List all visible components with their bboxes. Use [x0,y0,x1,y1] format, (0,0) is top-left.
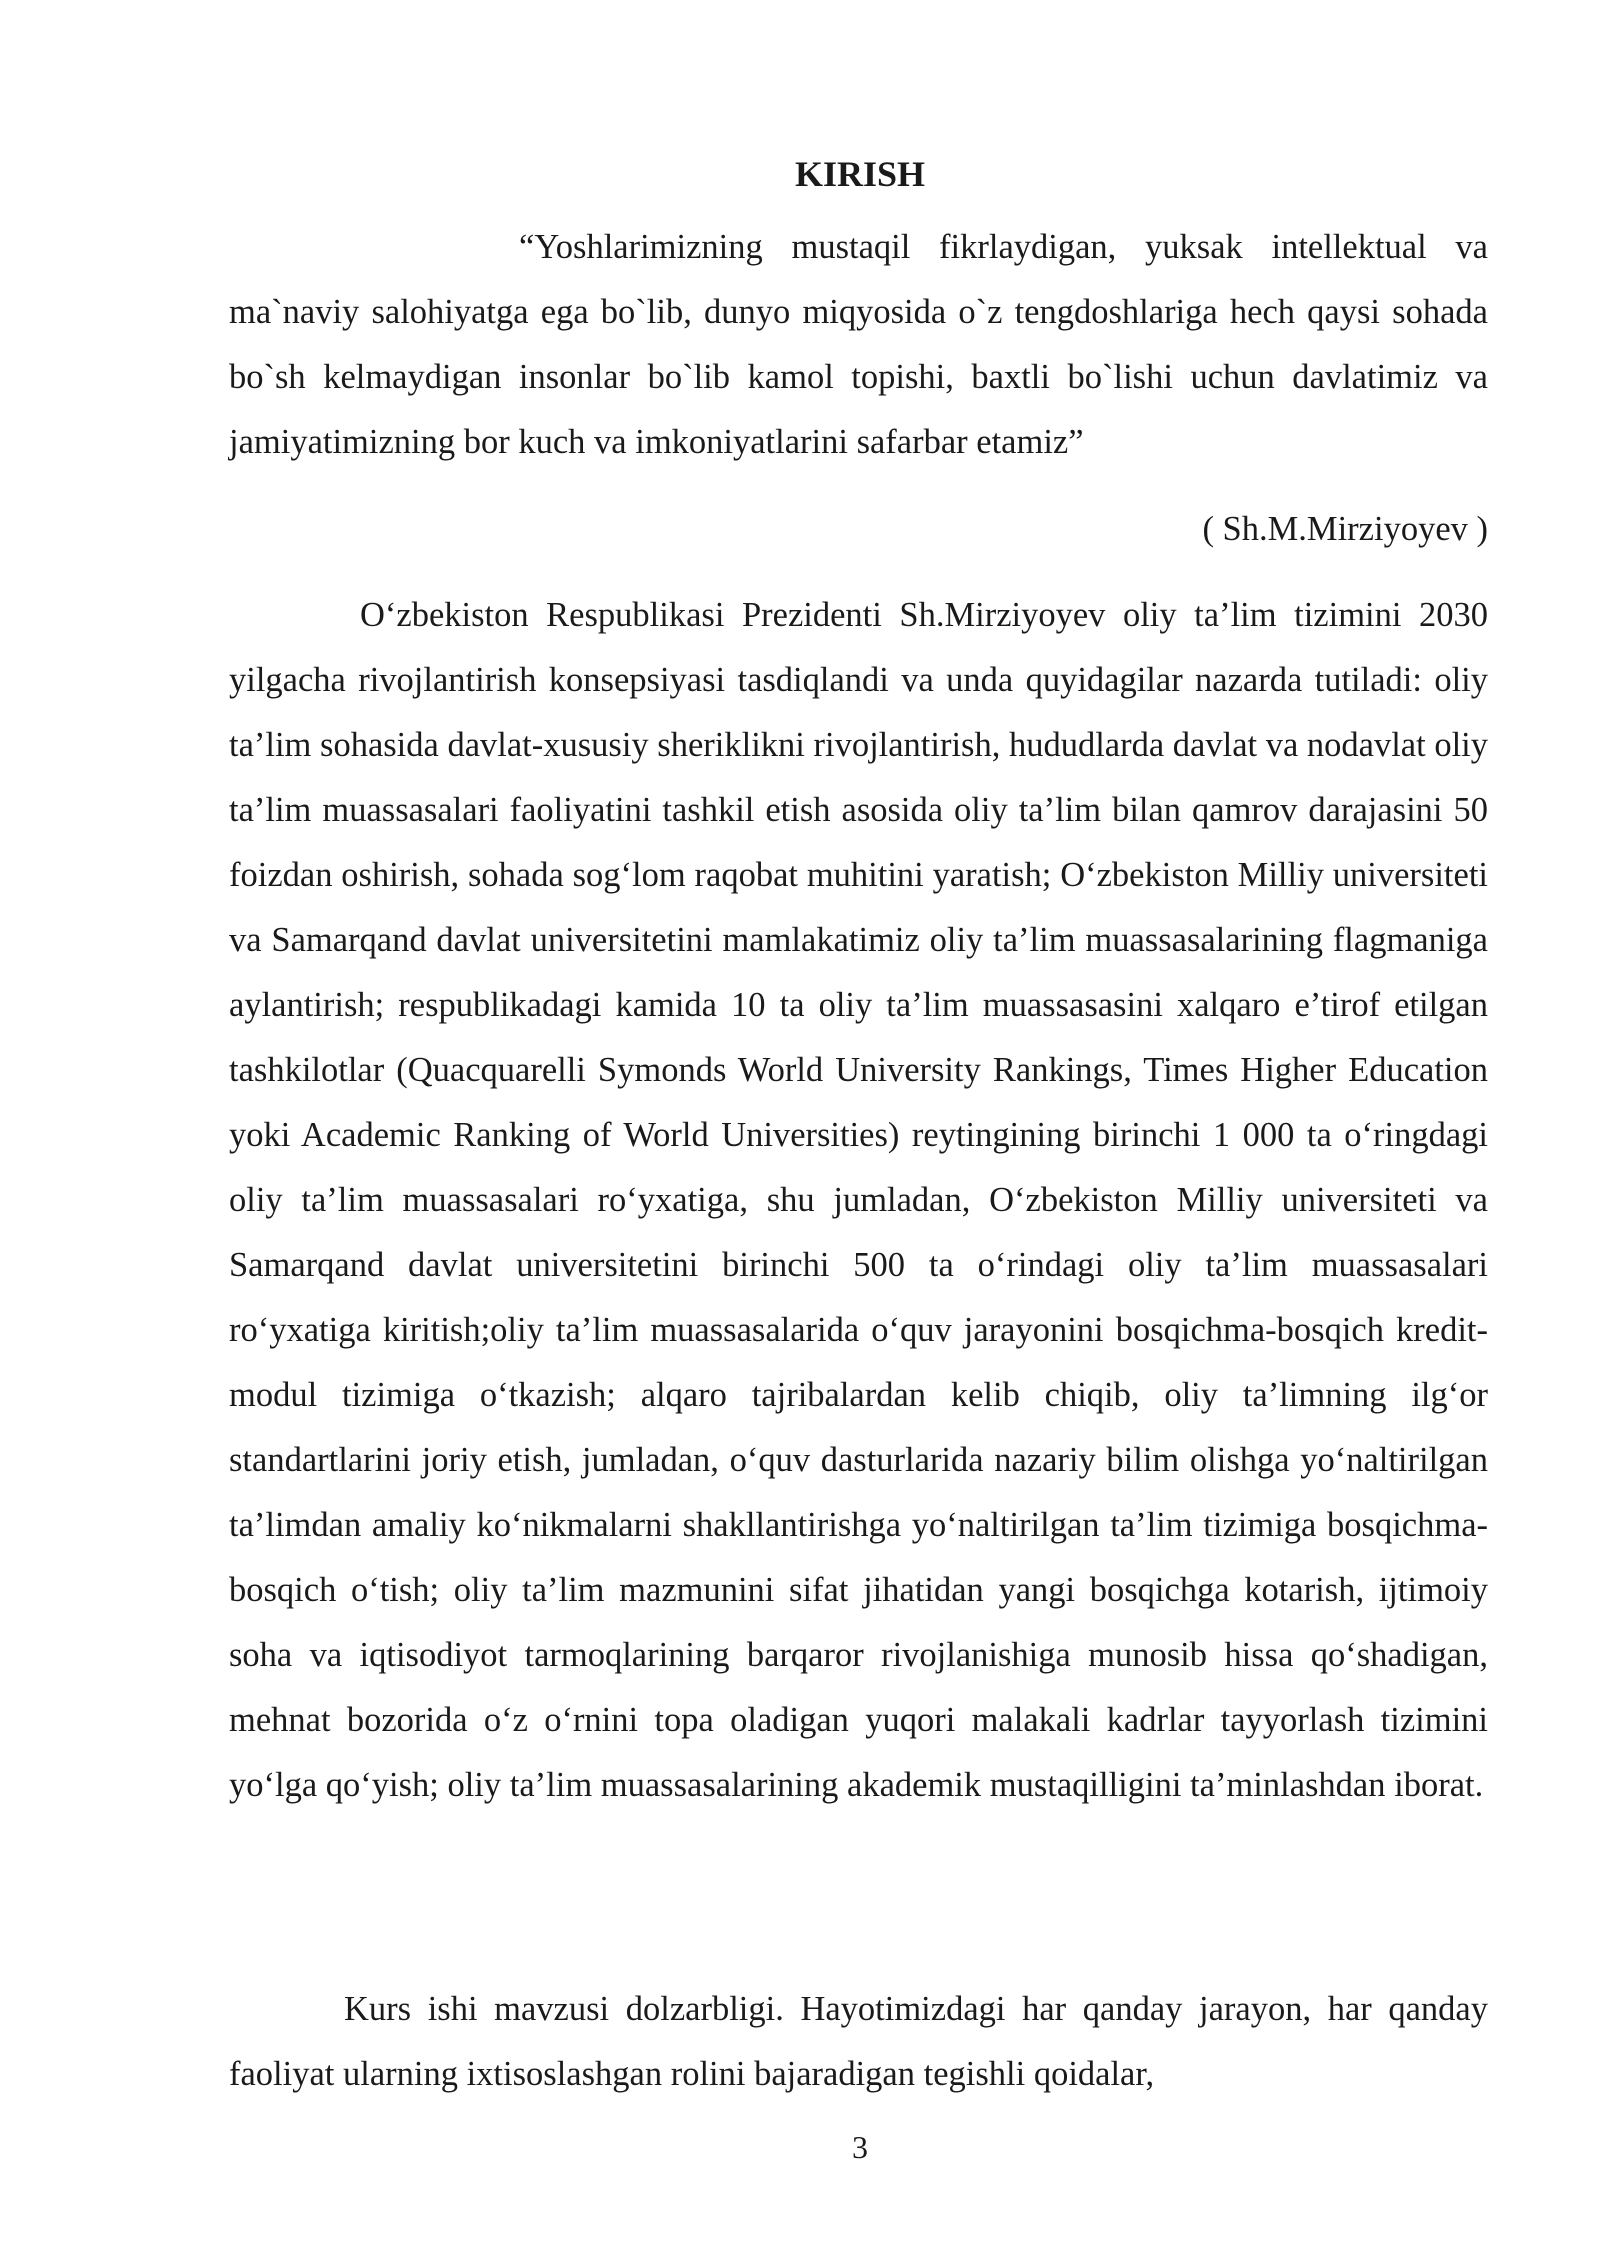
page-title: KIRISH [794,154,926,194]
epigraph-quote: “Yoshlarimizning mustaqil fikrlaydigan, yuksak intellektual va ma`naviy salohiyatga ega bo`lib, dunyo miqyosida o`z tengdoshlariga hech qaysi sohada bo`sh kelmaydigan insonlar bo`lib kamol topishi, baxtli bo`lishi uchun davlatimiz va jamiyatimizning bor kuch va imkoniyatlarini safarbar etamiz” [229,228,1488,461]
body-paragraph: O‘zbekiston Respublikasi Prezidenti Sh.Mirziyoyev oliy ta’lim tizimini 2030 yilgacha rivojlantirish konsepsiyasi tasdiqlandi va unda quyidagilar nazarda tutiladi: oliy ta’lim sohasida davlat-xususiy sheriklikni rivojlantirish, hududlarda davlat va nodavlat oliy ta’lim muassasalari faoliyatini tashkil etish asosida oliy ta’lim bilan qamrov darajasini 50 foizdan oshirish, sohada sog‘lom raqobat muhitini yaratish; O‘zbekiston Milliy universiteti va Samarqand davlat universitetini mamlakatimiz oliy ta’lim muassasalarining flagmaniga aylantirish; respublikadagi kamida 10 ta oliy ta’lim muassasasini xalqaro e’tirof etilgan tashkilotlar (Quacquarelli Symonds World University Rankings, Times Higher Education yoki Academic Ranking of World Universities) reytingining birinchi 1 000 ta o‘ringdagi oliy ta’lim muassasalari ro‘yxatiga, shu jumladan, O‘zbekiston Milliy universiteti va Samarqand davlat universitetini birinchi 500 ta o‘rindagi oliy ta’lim muassasalari ro‘yxatiga kiritish;oliy ta’lim muassasalarida o‘quv jarayonini bosqichma-bosqich kredit-modul tizimiga o‘tkazish; alqaro tajribalardan kelib chiqib, oliy ta’limning ilg‘or standartlarini joriy etish, jumladan, o‘quv dasturlarida nazariy bilim olishga yo‘naltirilgan ta’limdan amaliy ko‘nikmalarni shakllantirishga yo‘naltirilgan ta’lim tizimiga bosqichma-bosqich o‘tish; oliy ta’lim mazmunini sifat jihatidan yangi bosqichga kotarish, ijtimoiy soha va iqtisodiyot tarmoqlarining barqaror rivojlanishiga munosib hissa qo‘shadigan, mehnat bozorida o‘z o‘rnini topa oladigan yuqori malakali kadrlar tayyorlash tizimini yo‘lga qo‘yish; oliy ta’lim muassasalarining akademik mustaqilligini ta’minlashdan iborat. [229,596,1488,1804]
epigraph-author: ( Sh.M.Mirziyoyev ) [1202,510,1488,548]
page-number: 3 [852,2129,868,2165]
body-paragraph: Kurs ishi mavzusi dolzarbligi. Hayotimizdagi har qanday jarayon, har qanday faoliyat ularning ixtisoslashgan rolini bajaradigan tegishli qoidalar, [229,1990,1488,2093]
